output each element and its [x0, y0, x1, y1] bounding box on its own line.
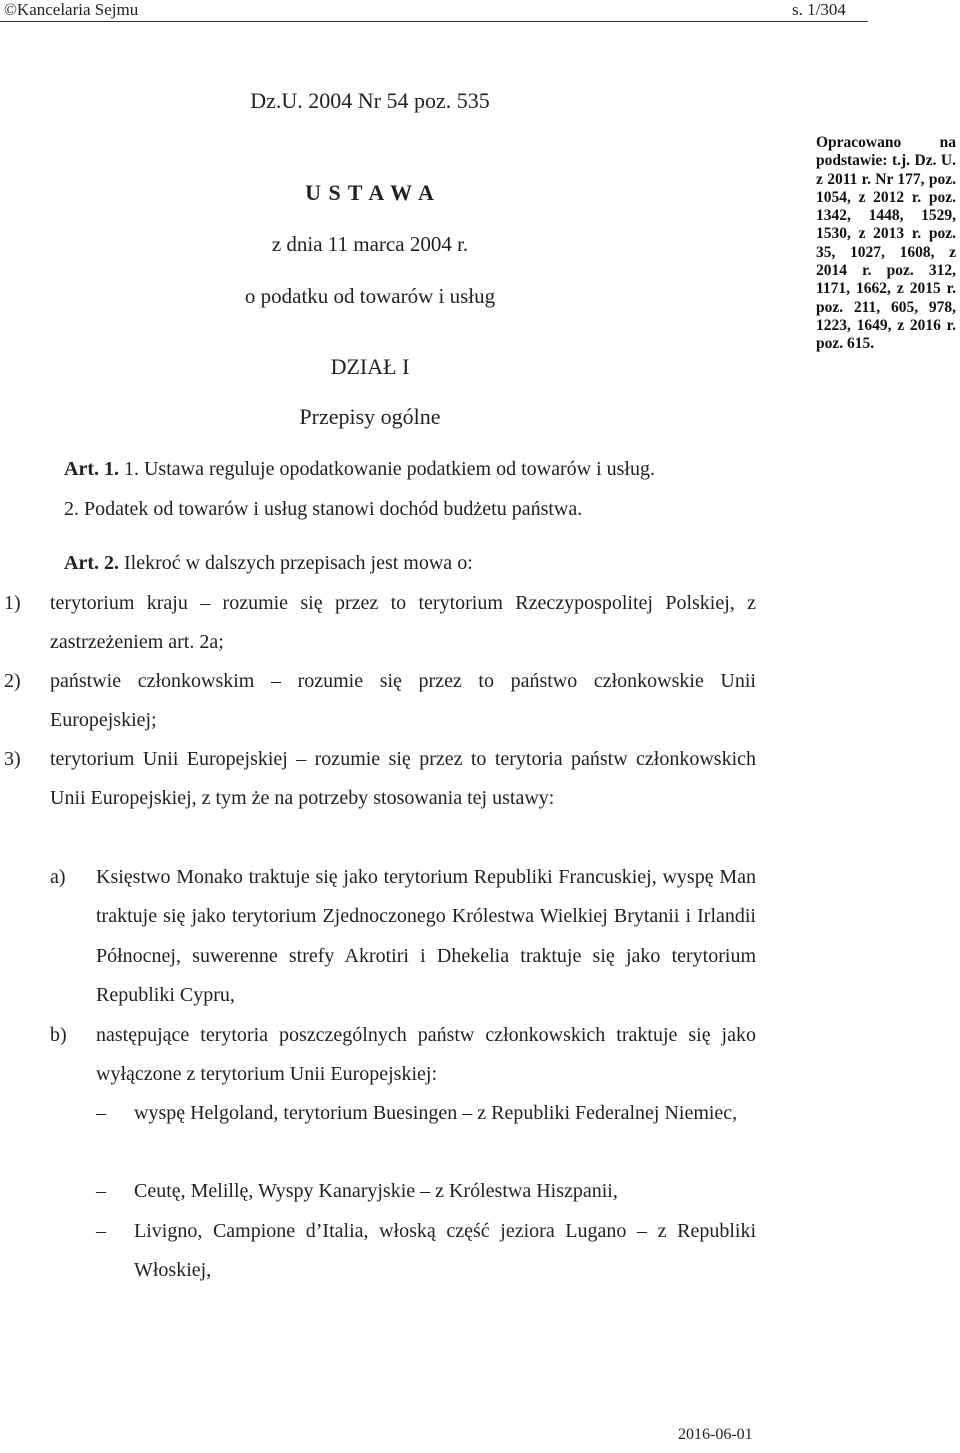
subitem-text: następujące terytoria poszczególnych państw członkowskich traktuje się jako wyłączone z terytorium Unii Europejskiej:: [96, 1024, 756, 1086]
dash-text: wyspę Helgoland, terytorium Buesingen – z Republiki Federalnej Niemiec,: [134, 1102, 738, 1124]
art1-para2: 2. Podatek od towarów i usług stanowi dochód budżetu państwa.: [64, 498, 583, 520]
header-source: ©Kancelaria Sejmu: [4, 0, 139, 19]
art2-intro: Ilekroć w dalszych przepisach jest mowa o:: [123, 552, 473, 574]
art2-label: Art. 2.: [64, 552, 119, 574]
subitem-text: Księstwo Monako traktuje się jako terytorium Republiki Francuskiej, wyspę Man traktuje się jako terytorium Zjednoczonego Królestwa Wielkiej Brytanii i Irlandii Północnej, suwerenne strefy Akrotiri i Dhekelia traktuje się jako terytorium Republiki Cypru,: [96, 866, 756, 1006]
art1-para1: 1. Ustawa reguluje opodatkowanie podatkiem od towarów i usług.: [123, 458, 655, 480]
journal-reference: Dz.U. 2004 Nr 54 poz. 535: [250, 88, 490, 113]
footer-date: 2016-06-01: [678, 1426, 753, 1443]
dash-text: Ceutę, Melillę, Wyspy Kanaryjskie – z Królestwa Hiszpanii,: [134, 1180, 618, 1202]
item-text: państwie członkowskim – rozumie się przez to państwo członkowskie Unii Europejskiej;: [50, 670, 756, 732]
header-rule: [0, 21, 868, 22]
item-number: 1): [4, 592, 21, 614]
division-label: DZIAŁ I: [330, 354, 410, 379]
dash-marker: –: [96, 1102, 106, 1124]
item-number: 2): [4, 670, 21, 692]
act-subject: o podatku od towarów i usług: [244, 284, 496, 308]
item-number: 3): [4, 748, 21, 770]
act-type: U S T A W A: [305, 180, 435, 205]
subitem-letter: a): [50, 866, 66, 888]
division-title: Przepisy ogólne: [299, 404, 441, 429]
act-date: z dnia 11 marca 2004 r.: [271, 232, 469, 256]
dash-text: Livigno, Campione d’Italia, włoską część jeziora Lugano – z Republiki Włoskiej,: [134, 1220, 756, 1282]
item-text: terytorium Unii Europejskiej – rozumie się przez to terytoria państw członkowskich Unii Europejskiej, z tym że na potrzeby stosowania tej ustawy:: [50, 748, 756, 810]
subitem-letter: b): [50, 1024, 67, 1046]
header-page-number: s. 1/304: [792, 0, 846, 19]
art1-block: [64, 458, 655, 481]
dash-marker: –: [96, 1180, 106, 1202]
art1-label: Art. 1.: [64, 458, 119, 480]
item-text: terytorium kraju – rozumie się przez to terytorium Rzeczypospolitej Polskiej, z zastrzeżeniem art. 2a;: [50, 592, 756, 654]
art2-block: [64, 552, 473, 575]
consolidation-note: Opracowano na podstawie: t.j. Dz. U. z 2011 r. Nr 177, poz. 1054, z 2012 r. poz. 1342, 1448, 1529, 1530, z 2013 r. poz. 35, 1027, 1608, z 2014 r. poz. 312, 1171, 1662, z 2015 r. poz. 211, 605, 978, 1223, 1649, z 2016 r. poz. 615.: [816, 134, 956, 353]
dash-marker: –: [96, 1220, 106, 1242]
